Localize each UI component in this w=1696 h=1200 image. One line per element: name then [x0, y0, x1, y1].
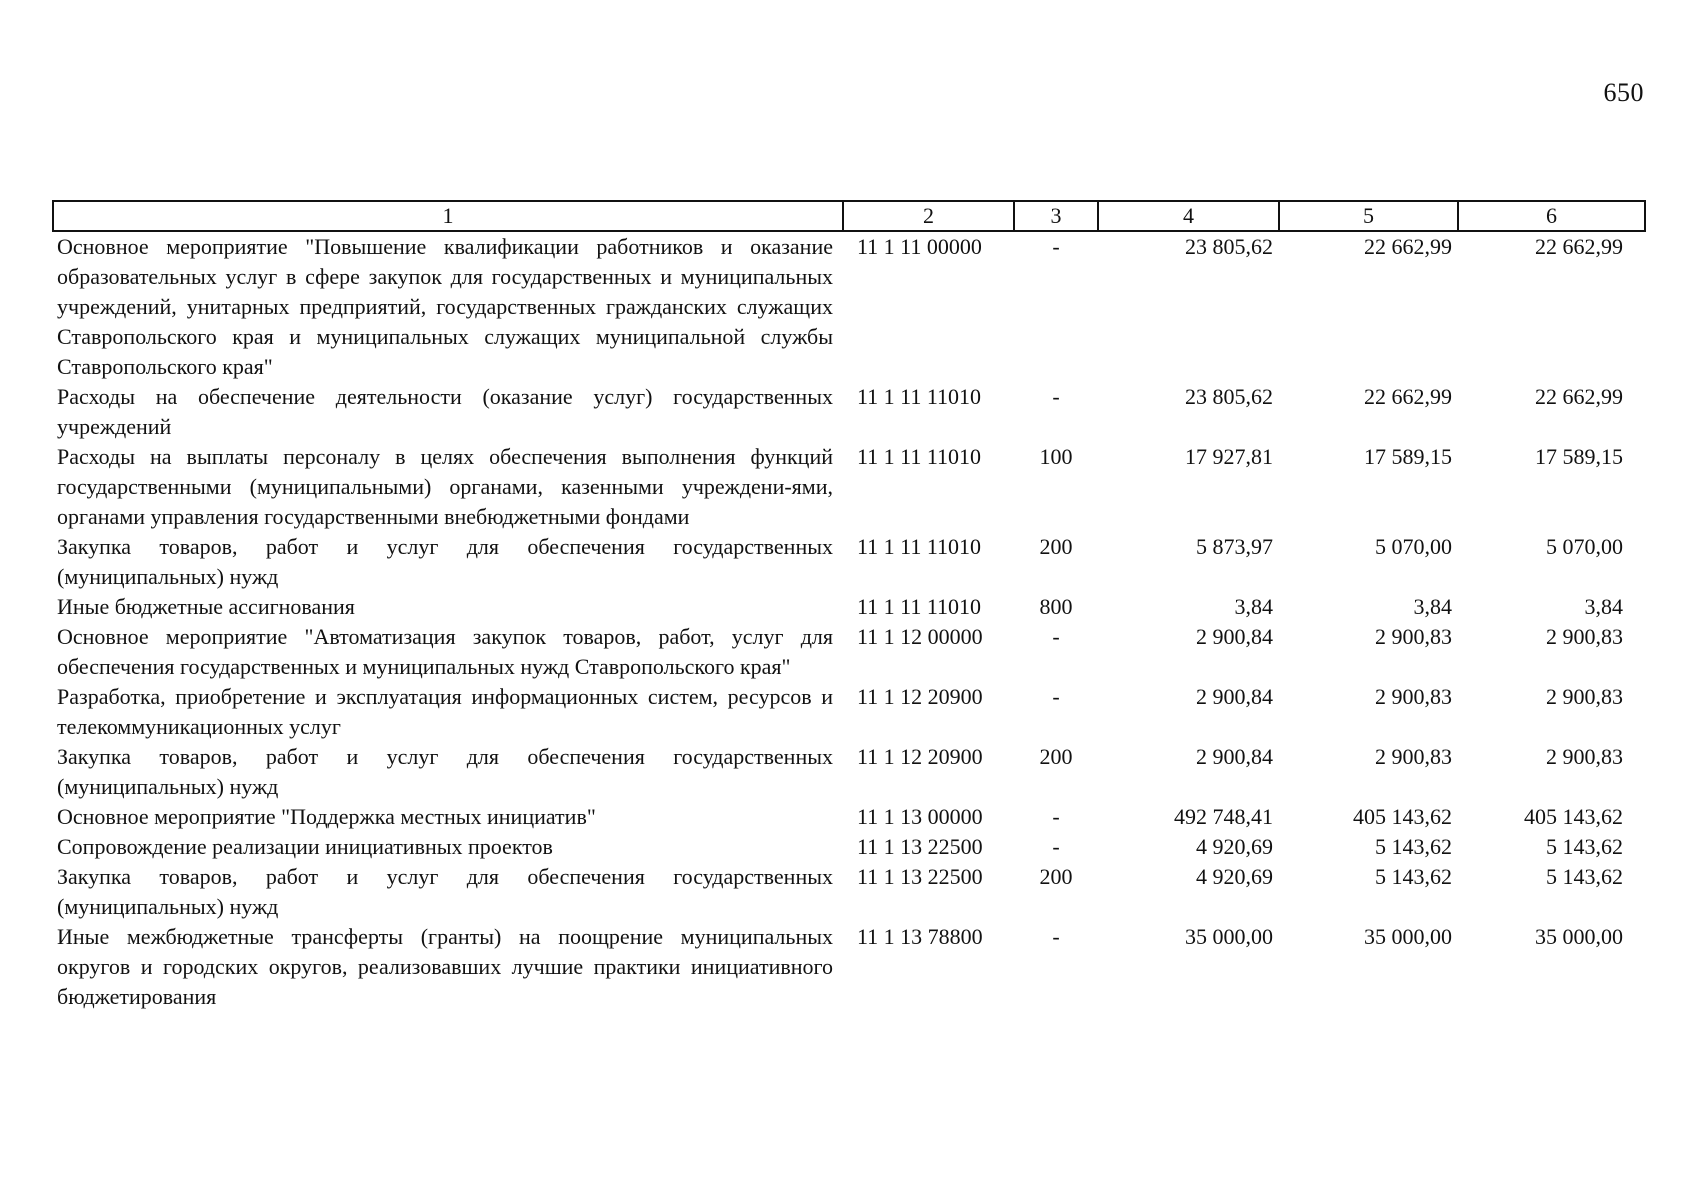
table-row — [53, 682, 1645, 742]
row-amount-col4: 2 900,84 — [1196, 624, 1273, 649]
table-row — [53, 532, 1645, 592]
row-target-code: 11 1 11 11010 — [857, 444, 982, 469]
column-header-4: 4 — [1098, 201, 1279, 231]
row-expense-type: 800 — [1039, 594, 1073, 619]
row-target-code: 11 1 13 22500 — [857, 834, 983, 859]
row-amount-col5: 5 143,62 — [1375, 864, 1452, 889]
row-target-code: 11 1 12 00000 — [857, 624, 983, 649]
row-amount-col5: 405 143,62 — [1353, 804, 1452, 829]
row-amount-col5: 22 662,99 — [1364, 234, 1452, 259]
row-expense-type: - — [1052, 804, 1060, 829]
row-expense-type: - — [1052, 624, 1060, 649]
table-row — [53, 862, 1645, 922]
row-target-code: 11 1 13 78800 — [857, 924, 983, 949]
table-row — [53, 832, 1645, 862]
row-target-code: 11 1 11 00000 — [857, 234, 982, 259]
row-description: Закупка товаров, работ и услуг для обеспечения государственных (муниципальных) нужд — [57, 534, 833, 589]
row-amount-col4: 5 873,97 — [1196, 534, 1273, 559]
row-amount-col6: 17 589,15 — [1535, 444, 1623, 469]
row-amount-col4: 4 920,69 — [1196, 864, 1273, 889]
row-description: Основное мероприятие "Автоматизация закупок товаров, работ, услуг для обеспечения государственных и муниципальных нужд Ставропольского края" — [57, 624, 833, 679]
row-amount-col4: 2 900,84 — [1196, 684, 1273, 709]
row-amount-col5: 2 900,83 — [1375, 624, 1452, 649]
row-amount-col6: 22 662,99 — [1535, 384, 1623, 409]
table-row — [53, 231, 1645, 382]
row-amount-col6: 405 143,62 — [1524, 804, 1623, 829]
row-description: Сопровождение реализации инициативных проектов — [57, 834, 553, 859]
row-expense-type: - — [1052, 384, 1060, 409]
row-target-code: 11 1 12 20900 — [857, 684, 983, 709]
table-row — [53, 442, 1645, 532]
table-row — [53, 382, 1645, 442]
row-description: Расходы на обеспечение деятельности (оказание услуг) государственных учреждений — [57, 384, 833, 439]
row-description: Расходы на выплаты персоналу в целях обеспечения выполнения функций государственными (муниципальными) органами, казенными учреждени-ями, органами управления государственными внебюджетными фондами — [57, 444, 833, 529]
column-header-5: 5 — [1279, 201, 1458, 231]
row-expense-type: - — [1052, 684, 1060, 709]
row-amount-col6: 5 143,62 — [1546, 834, 1623, 859]
row-amount-col6: 2 900,83 — [1546, 684, 1623, 709]
row-amount-col5: 35 000,00 — [1364, 924, 1452, 949]
row-amount-col4: 35 000,00 — [1185, 924, 1273, 949]
row-description: Закупка товаров, работ и услуг для обеспечения государственных (муниципальных) нужд — [57, 744, 833, 799]
table-body — [53, 231, 1645, 1012]
budget-table — [52, 200, 1646, 1012]
row-amount-col5: 5 070,00 — [1375, 534, 1452, 559]
table-header — [53, 201, 1645, 231]
row-amount-col6: 3,84 — [1584, 594, 1623, 619]
row-description: Основное мероприятие "Поддержка местных инициатив" — [57, 804, 596, 829]
row-target-code: 11 1 11 11010 — [857, 534, 982, 559]
row-amount-col5: 22 662,99 — [1364, 384, 1452, 409]
row-amount-col4: 492 748,41 — [1174, 804, 1273, 829]
row-amount-col4: 4 920,69 — [1196, 834, 1273, 859]
table-row — [53, 622, 1645, 682]
row-amount-col5: 2 900,83 — [1375, 744, 1452, 769]
row-target-code: 11 1 13 00000 — [857, 804, 983, 829]
row-amount-col6: 5 143,62 — [1546, 864, 1623, 889]
row-expense-type: 200 — [1039, 744, 1073, 769]
row-target-code: 11 1 11 11010 — [857, 594, 982, 619]
row-expense-type: 200 — [1039, 534, 1073, 559]
header-row — [53, 201, 1645, 231]
row-expense-type: 100 — [1039, 444, 1073, 469]
table-row — [53, 742, 1645, 802]
row-description: Иные бюджетные ассигнования — [57, 594, 355, 619]
row-amount-col4: 2 900,84 — [1196, 744, 1273, 769]
row-amount-col5: 5 143,62 — [1375, 834, 1452, 859]
row-description: Основное мероприятие "Повышение квалификации работников и оказание образовательных услуг в сфере закупок для государственных и муниципальных учреждений, унитарных предприятий, государственных гражданских служащих Ставропольского края и муниципальных служащих муниципальной службы Ставропольского края" — [57, 234, 833, 379]
row-expense-type: - — [1052, 834, 1060, 859]
row-amount-col6: 2 900,83 — [1546, 744, 1623, 769]
table-row — [53, 922, 1645, 1012]
row-amount-col4: 3,84 — [1234, 594, 1273, 619]
row-expense-type: - — [1052, 924, 1060, 949]
row-target-code: 11 1 12 20900 — [857, 744, 983, 769]
page-number: 650 — [1603, 78, 1644, 107]
row-target-code: 11 1 11 11010 — [857, 384, 982, 409]
row-target-code: 11 1 13 22500 — [857, 864, 983, 889]
row-amount-col4: 23 805,62 — [1185, 234, 1273, 259]
row-amount-col5: 2 900,83 — [1375, 684, 1452, 709]
table-row — [53, 592, 1645, 622]
row-amount-col6: 2 900,83 — [1546, 624, 1623, 649]
column-header-2: 2 — [843, 201, 1014, 231]
row-amount-col5: 3,84 — [1413, 594, 1452, 619]
table-row — [53, 802, 1645, 832]
column-header-6: 6 — [1458, 201, 1645, 231]
column-header-1: 1 — [53, 201, 843, 231]
row-expense-type: 200 — [1039, 864, 1073, 889]
row-amount-col4: 23 805,62 — [1185, 384, 1273, 409]
row-amount-col4: 17 927,81 — [1185, 444, 1273, 469]
row-amount-col5: 17 589,15 — [1364, 444, 1452, 469]
row-amount-col6: 35 000,00 — [1535, 924, 1623, 949]
row-description: Разработка, приобретение и эксплуатация информационных систем, ресурсов и телекоммуникационных услуг — [57, 684, 833, 739]
row-description: Закупка товаров, работ и услуг для обеспечения государственных (муниципальных) нужд — [57, 864, 833, 919]
row-description: Иные межбюджетные трансферты (гранты) на поощрение муниципальных округов и городских округов, реализовавших лучшие практики инициативного бюджетирования — [57, 924, 833, 1009]
row-expense-type: - — [1052, 234, 1060, 259]
row-amount-col6: 5 070,00 — [1546, 534, 1623, 559]
column-header-3: 3 — [1014, 201, 1098, 231]
row-amount-col6: 22 662,99 — [1535, 234, 1623, 259]
